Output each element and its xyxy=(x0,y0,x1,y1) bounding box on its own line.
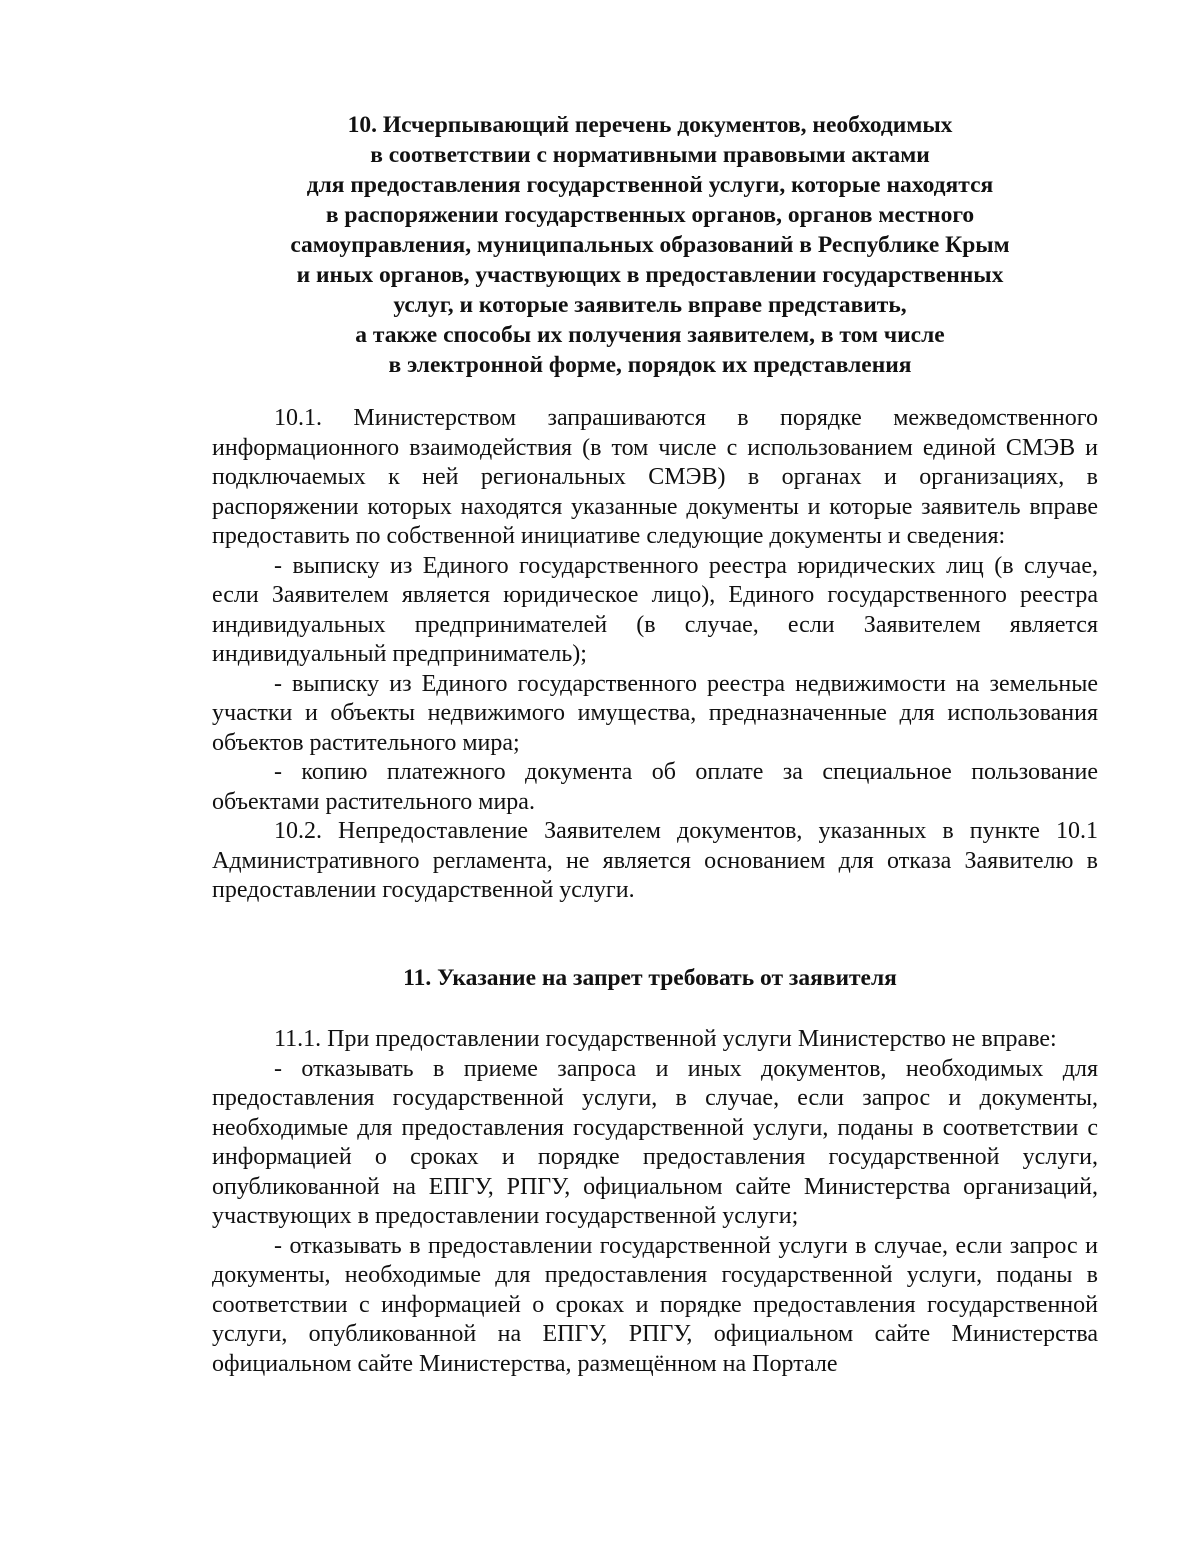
list-item-egrul-extract: - выписку из Единого государственного реестра юридических лиц (в случае, если Заявителем является юридическое лицо), Единого государственного реестра индивидуальных предпринимателей (в случае, если Заявителем является индивидуальный предприниматель); xyxy=(212,552,1098,667)
section-11-body xyxy=(212,1025,1098,1379)
section-10-heading-line: в электронной форме, порядок их представления xyxy=(388,352,912,378)
section-10-heading-line: самоуправления, муниципальных образований в Республике Крым xyxy=(290,232,1010,258)
section-10-heading-line: для предоставления государственной услуги, которые находятся xyxy=(306,172,994,198)
section-11-heading xyxy=(200,963,1100,993)
section-10-heading xyxy=(200,110,1100,380)
section-10-heading-line: в распоряжении государственных органов, органов местного xyxy=(325,202,975,228)
list-item-payment-copy: - копию платежного документа об оплате за специальное пользование объектами растительного мира. xyxy=(212,759,1098,815)
paragraph-10-1: 10.1. Министерством запрашиваются в порядке межведомственного информационного взаимодействия (в том числе с использованием единой СМЭВ и подключаемых к ней региональных СМЭВ) в органах и организациях, в распоряжении которых находятся указанные документы и которые заявитель вправе предоставить по собственной инициативе следующие документы и сведения: xyxy=(212,405,1098,549)
section-10-heading-line: в соответствии с нормативными правовыми актами xyxy=(370,142,930,168)
section-10-heading-line: 10. Исчерпывающий перечень документов, необходимых xyxy=(347,112,953,138)
paragraph-11-1: 11.1. При предоставлении государственной услуги Министерство не вправе: xyxy=(274,1026,1057,1052)
section-10-heading-line: и иных органов, участвующих в предоставлении государственных xyxy=(296,262,1004,288)
section-10-heading-line: услуг, и которые заявитель вправе представить, xyxy=(393,292,907,318)
section-10-body xyxy=(212,404,1098,906)
section-10-heading-line: а также способы их получения заявителем, в том числе xyxy=(355,322,945,348)
list-item-egrn-extract: - выписку из Единого государственного реестра недвижимости на земельные участки и объекты недвижимого имущества, предназначенные для использования объектов растительного мира; xyxy=(212,670,1098,756)
list-item-refuse-acceptance: - отказывать в приеме запроса и иных документов, необходимых для предоставления государственной услуги, в случае, если запрос и документы, необходимые для предоставления государственной услуги, поданы в соответствии с информацией о сроках и порядке предоставления государственной услуги, опубликованной на ЕПГУ, РПГУ, официальном сайте Министерства организаций, участвующих в предоставлении государственной услуги; xyxy=(212,1055,1098,1229)
section-11-heading-line: 11. Указание на запрет требовать от заявителя xyxy=(403,965,897,991)
list-item-refuse-provision: - отказывать в предоставлении государственной услуги в случае, если запрос и документы, необходимые для предоставления государственной услуги, поданы в соответствии с информацией о сроках и порядке предоставления государственной услуги, опубликованной на ЕПГУ, РПГУ, официальном сайте Министерства официальном сайте Министерства, размещённом на Портале xyxy=(212,1232,1098,1377)
paragraph-10-2: 10.2. Непредоставление Заявителем документов, указанных в пункте 10.1 Административного регламента, не является основанием для отказа Заявителю в предоставлении государственной услуги. xyxy=(212,818,1098,903)
